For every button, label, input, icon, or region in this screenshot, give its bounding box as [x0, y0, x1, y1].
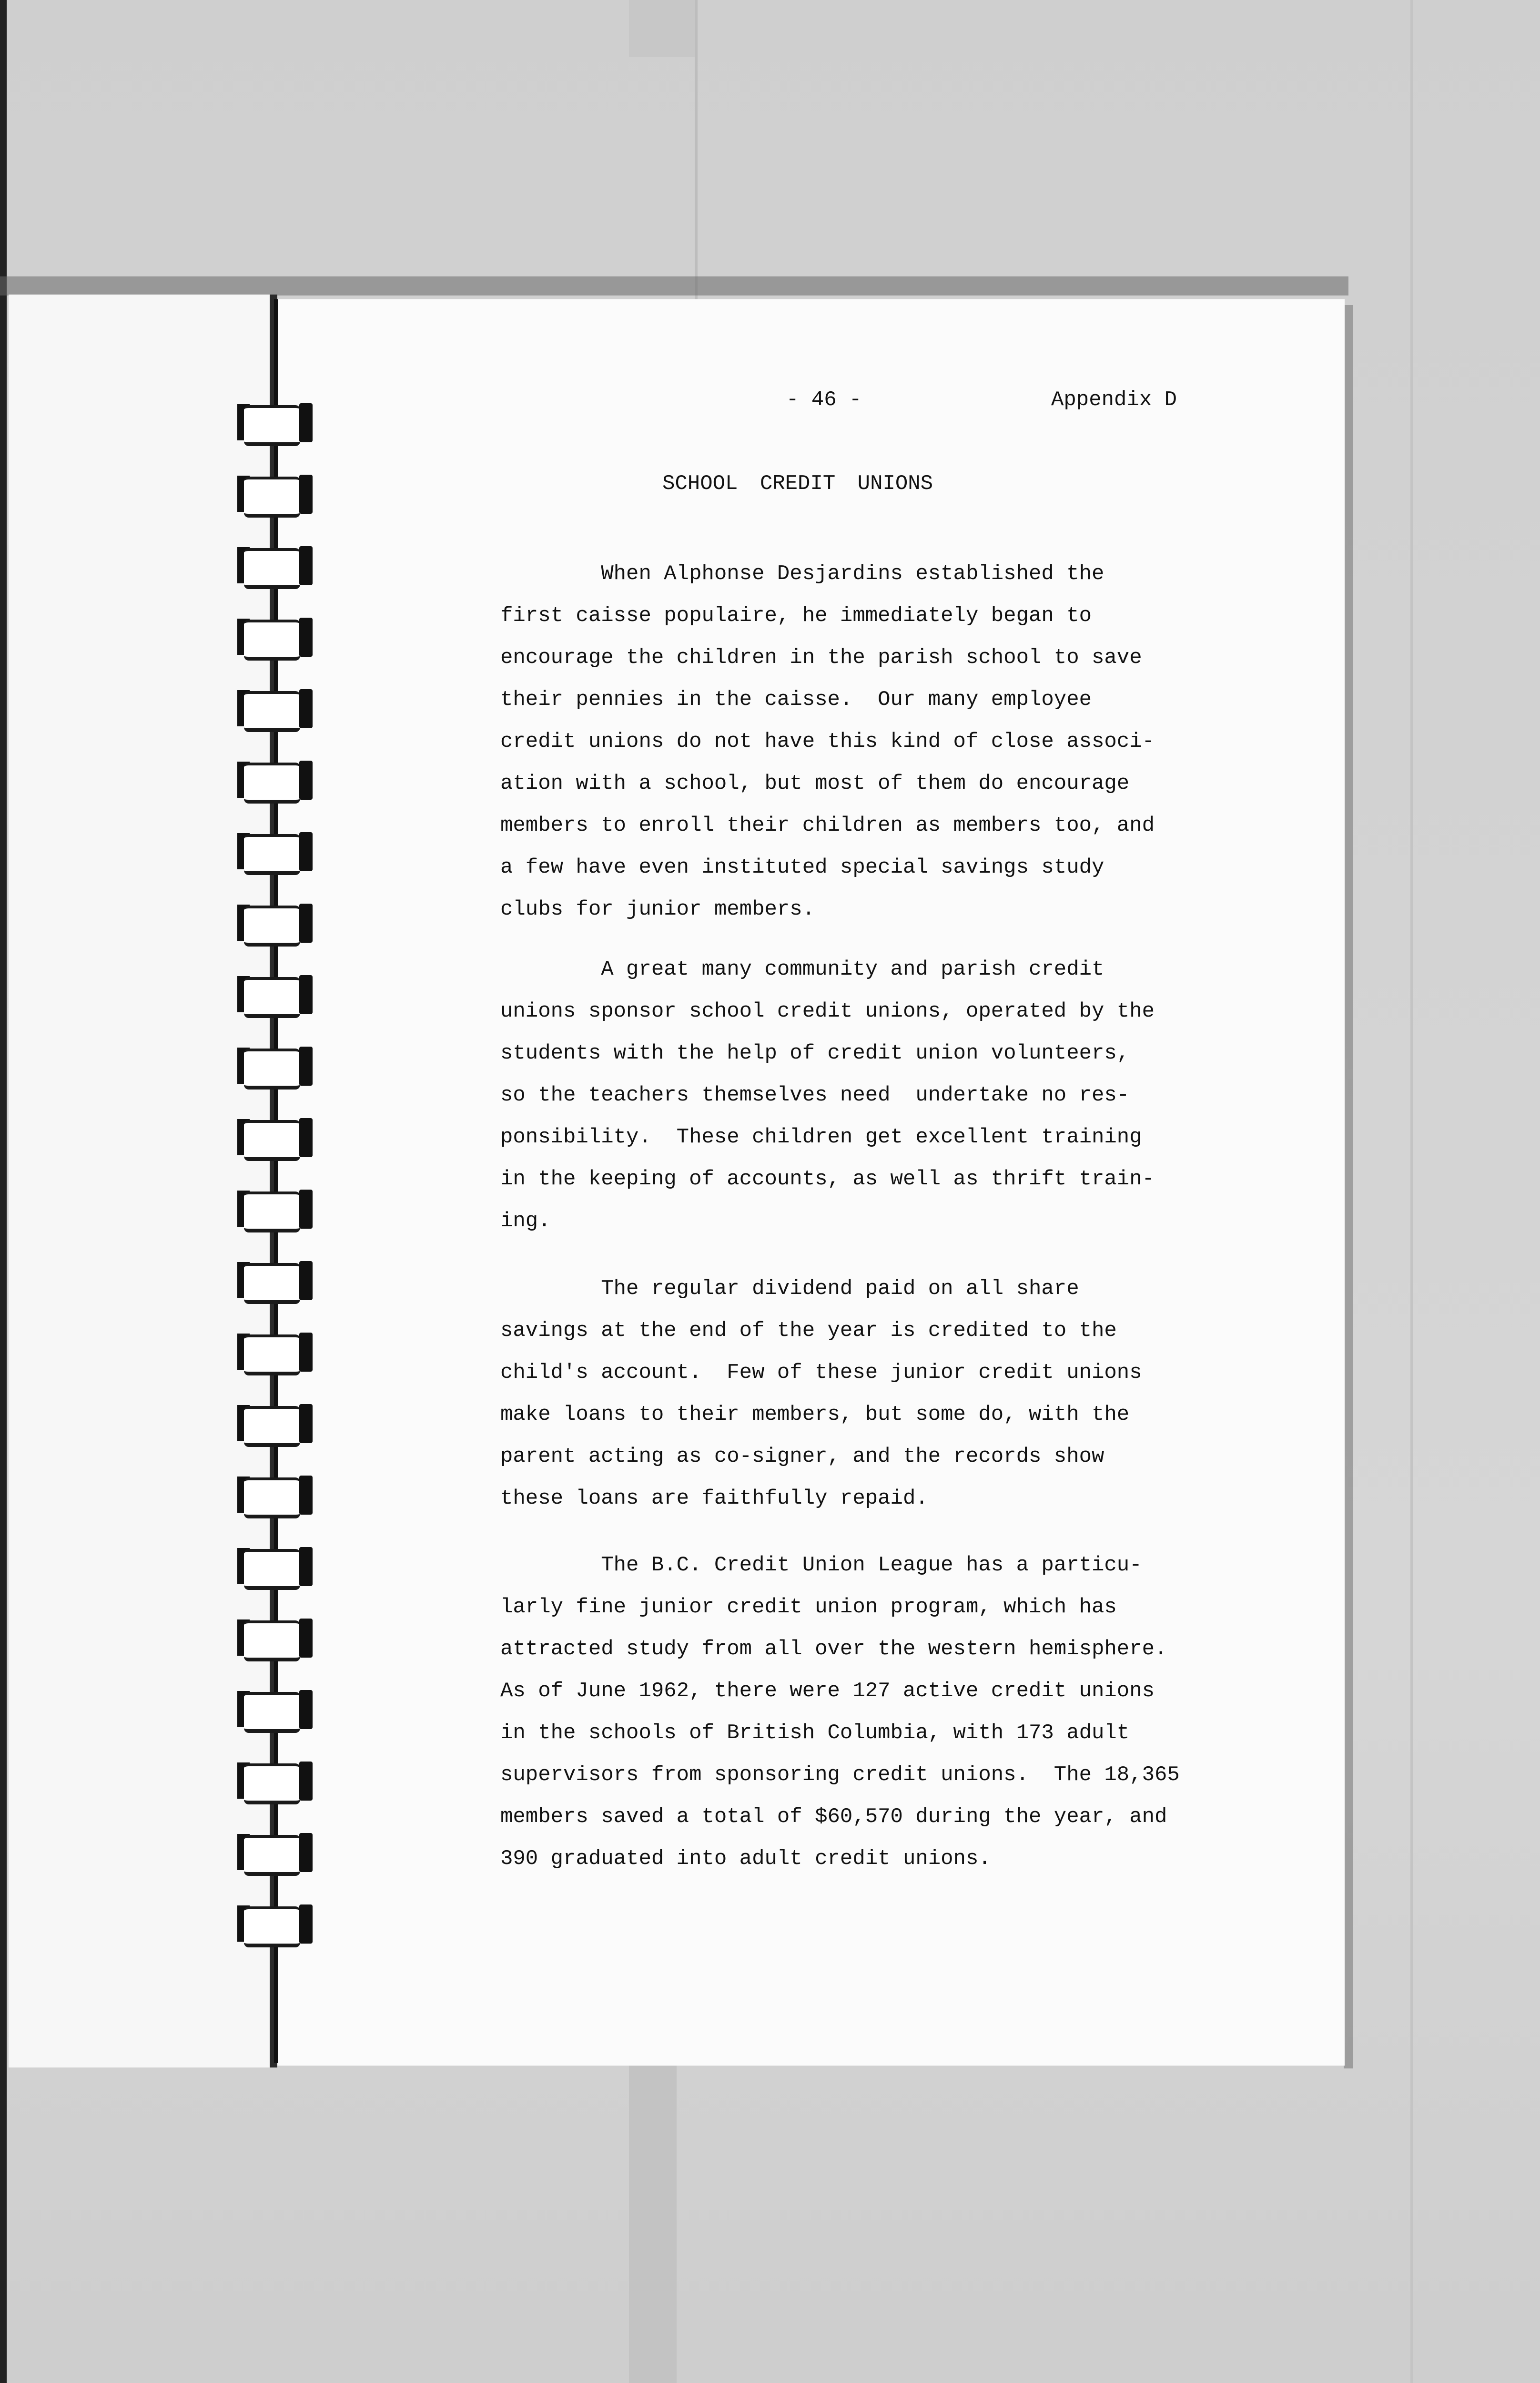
film-edge	[0, 0, 7, 2383]
binding-coil	[237, 543, 316, 587]
tape-strip	[629, 0, 696, 57]
page-number: - 46 -	[786, 388, 862, 412]
fold-line	[1410, 0, 1413, 2383]
tape-strip	[629, 2064, 677, 2383]
fold-line	[695, 0, 698, 305]
binding-coil	[237, 1616, 316, 1660]
left-page	[9, 295, 270, 2067]
paragraph: The regular dividend paid on all share savings at the end of the year is credited to the child's account. Few of these junior credit unions make loans to their members, but some do, with the parent acting as co-signer, and the records show these loans are faithfully repaid.	[500, 1277, 1142, 1510]
appendix-label: Appendix D	[1051, 388, 1177, 412]
page-title: SCHOOL CREDIT UNIONS	[662, 472, 933, 496]
page-shadow	[0, 276, 1348, 295]
page-shadow	[1344, 305, 1353, 2068]
paragraph: When Alphonse Desjardins established the first caisse populaire, he immediately began to encourage the children in the parish school to save their pennies in the caisse. Our many employee credit unions do not have this kind of close associ- ation with a school, but most of them do encourage members to enroll their children as members too, and a few have even instituted special savings study clubs for junior members.	[500, 562, 1155, 921]
binding-coil	[237, 829, 316, 873]
binding-coil	[237, 1330, 316, 1374]
binding-coil	[237, 1830, 316, 1874]
binding-coil	[237, 1258, 316, 1302]
binding-coil	[237, 686, 316, 730]
binding-coil	[237, 1115, 316, 1159]
binding-coil	[237, 1187, 316, 1231]
binding-coil	[237, 1044, 316, 1088]
binding-coil	[237, 758, 316, 802]
binding-coil	[237, 1902, 316, 1945]
binding-coil	[237, 972, 316, 1016]
binding-coil	[237, 1473, 316, 1517]
binding-coil	[237, 1544, 316, 1588]
binding-coil	[237, 472, 316, 516]
binding-coil	[237, 1759, 316, 1803]
paragraph: The B.C. Credit Union League has a particu- larly fine junior credit union program, which has attracted study from all over the western hemisphere. As of June 1962, there were 127 active credit unions in the schools of British Columbia, with 173 adult supervisors from sponsoring credit unions. The 18,365 members saved a total of $60,570 during the year, and 390 graduated into adult credit unions.	[500, 1553, 1180, 1871]
binding-coil	[237, 1687, 316, 1731]
binding-coil	[237, 615, 316, 659]
binding-coil	[237, 1401, 316, 1445]
binding-coil	[237, 400, 316, 444]
paragraph: A great many community and parish credit unions sponsor school credit unions, operated by the students with the help of credit union volunteers, so the teachers themselves need undertake no res- ponsibility. These children get excellent training in the keeping of accounts, as well as thrift train- ing.	[500, 957, 1155, 1233]
binding-coil	[237, 901, 316, 945]
